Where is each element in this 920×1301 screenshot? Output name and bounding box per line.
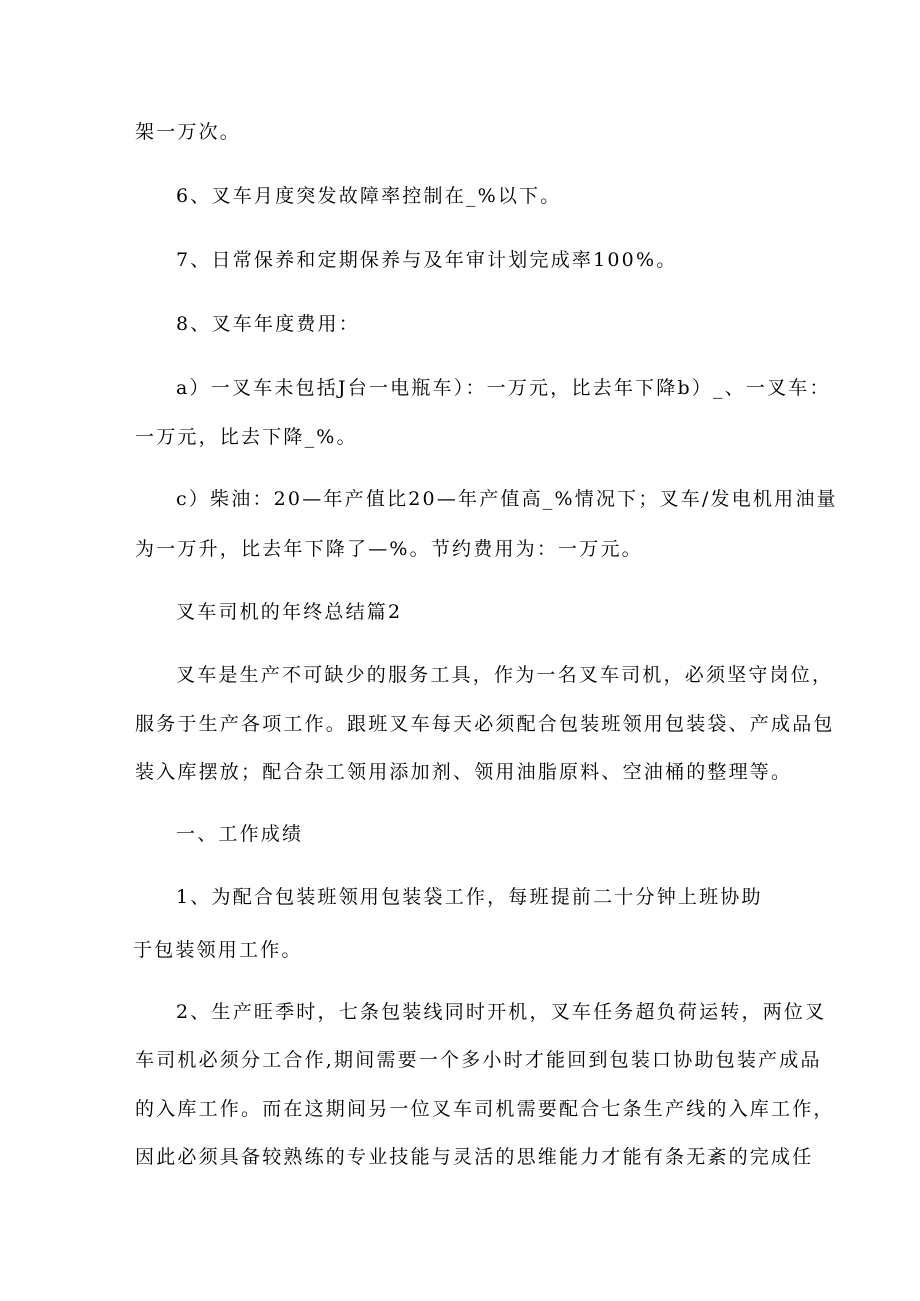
achievement-2-line-4: 因此必须具备较熟练的专业技能与灵活的思维能力才能有条无紊的完成任 (135, 1146, 814, 1168)
achievement-1-line-1: 1、为配合包装班领用包装袋工作，每班提前二十分钟上班协助 (176, 886, 763, 908)
achievement-1-line-2: 于包装领用工作。 (133, 939, 303, 961)
list-item-7: 7、日常保养和定期保养与及年审计划完成率100%。 (176, 249, 678, 271)
achievement-2-line-2: 车司机必须分工合作,期间需要一个多小时才能回到包装口协助包装产成品 (135, 1049, 822, 1071)
paragraph-line-1: 叉车是生产不可缺少的服务工具，作为一名叉车司机，必须坚守岗位， (176, 664, 834, 686)
subsection-heading: 一、工作成绩 (176, 823, 304, 845)
paragraph-line-3: 装入库摆放；配合杂工领用添加剂、领用油脂原料、空油桶的整理等。 (135, 761, 793, 783)
achievement-2-line-3: 的入库工作。而在这期间另一位叉车司机需要配合七条生产线的入库工作， (135, 1098, 835, 1120)
paragraph-line-2: 服务于生产各项工作。跟班叉车每天必须配合包装班领用包装袋、产成品包 (135, 713, 835, 735)
list-item-6: 6、叉车月度突发故障率控制在_%以下。 (176, 185, 562, 207)
section-heading: 叉车司机的年终总结篇2 (176, 601, 403, 623)
sub-item-c-line-1: c）柴油：20—年产值比20—年产值高_%情况下；叉车/发电机用油量 (176, 488, 838, 510)
achievement-2-line-1: 2、生产旺季时，七条包装线同时开机，叉车任务超负荷运转，两位叉 (176, 1001, 827, 1023)
list-item-8: 8、叉车年度费用： (176, 313, 360, 335)
text-line-continuation: 架一万次。 (135, 121, 242, 143)
sub-item-a-line-2: 一万元，比去下降_%。 (135, 426, 358, 448)
sub-item-a-line-1: a）一叉车未包括J台一电瓶车）：一万元，比去年下降b）_、一叉车： (176, 377, 831, 399)
sub-item-c-line-2: 为一万升，比去年下降了—%。节约费用为：一万元。 (135, 538, 643, 560)
